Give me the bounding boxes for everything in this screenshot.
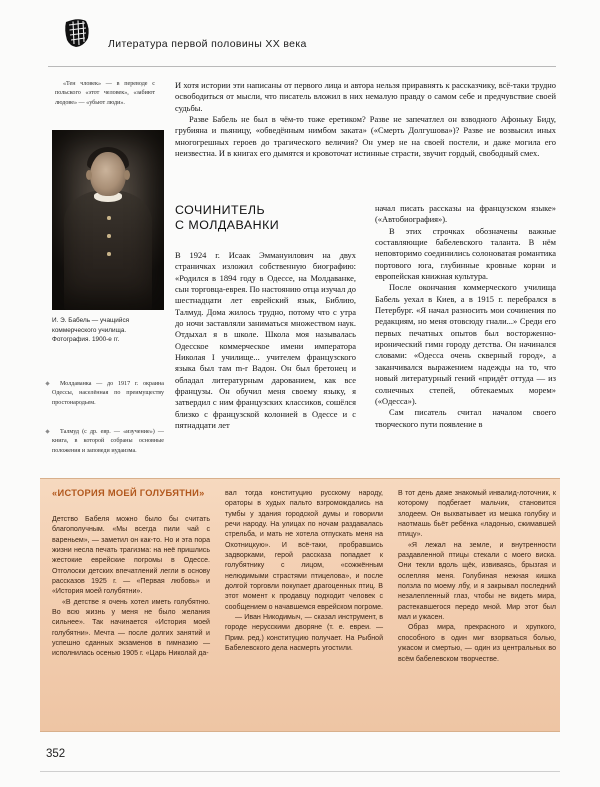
intro-paragraph: И хотя истории эти написаны от первого лица и автора нельзя приравнять к рассказчику, всё-таки трудно освободиться от мысли, что писатель вложил в них немалую правду о самом себе и предчувствие своей судьбы. <box>175 80 556 113</box>
note-bullet-icon <box>45 381 49 385</box>
body-paragraph: После окончания коммерческого училища Бабель уехал в Киев, а в 1915 г. перебрался в Петербург. «Я начал разносить мои сочинения по редакциям, но меня отовсюду гнали...» Среди его первых печатных опытов был восторженно-иронический гимн городу детства. Он начинался словами: «Одесса очень скверный город», а заканчивался выражением надежды на то, что новый литературный гений «придёт оттуда — из солнечных степей, обтекаемых морем» («Одесса»). <box>375 282 556 406</box>
highlight-box-column-3 <box>398 489 556 665</box>
body-paragraph: В этих строчках обозначены важные составляющие бабелевского таланта. В нём неповторимо соединились солоноватая романтика портового юга, глубинные кровные корни и европейская книжная культура. <box>375 225 556 282</box>
margin-note-ten-chlovek: «Тен чловек» — в переводе с польского «этот человек», «забиют людове» — «убьют люди». <box>55 81 155 106</box>
margin-note-moldavanka-text: Молдаванка — до 1917 г. окраина Одессы, населённая по преимуществу простонародьем. <box>52 381 164 406</box>
highlight-box-paragraph: Образ мира, прекрасного и хрупкого, способного в один миг взорваться болью, ужасом и смертью, — один из центральных во всём бабелевском творчестве. <box>398 624 556 663</box>
highlight-box-title: «ИСТОРИЯ МОЕЙ ГОЛУБЯТНИ» <box>52 488 205 498</box>
body-paragraph: Сам писатель считал началом своего творческого пути появление в <box>375 407 556 429</box>
highlight-box-paragraph: «В детстве я очень хотел иметь голубятню. Во всю жизнь у меня не было желания сильнее». Так начинается «История моей голубятни». Мечта — после долгих занятий и успешно сданных экзаменов в гимназию — исполнилась осенью 1905 г. «Царь Николай да- <box>52 598 210 658</box>
highlight-box-paragraph: — Иван Никодимыч, — сказал инструмент, в городе нерусскими дворяне (т. е. евреи. — Прим. ред.) конституцию получает. На Рыбной Бабелевского дела насмерть угостили. <box>225 614 383 653</box>
section-heading-line-1: СОЧИНИТЕЛЬ <box>175 203 266 217</box>
section-heading-line-2: С МОЛДАВАНКИ <box>175 217 280 232</box>
footer-divider <box>40 771 560 772</box>
intro-paragraph: Разве Бабель не был в чём-то тоже еретиком? Разве не запечатлел он взводного Афоньку Биду, грубияна и пьяницу, «обведённым нимбом заката» («Смерть Долгушова»)? Разве не возвысил иных многогрешных героев до трагического величия? Он умер не на своей постели, и даже могила его неизвестна. И в книгах его дымятся и кровоточат истинные страсти, звучит гордый, свободный смех. <box>175 114 556 159</box>
photo-caption: И. Э. Бабель — учащийся коммерческого училища. Фотография. 1900-е гг. <box>52 317 130 344</box>
page-header <box>0 0 600 66</box>
note-bullet-icon <box>45 429 49 433</box>
highlight-box-paragraph: Детство Бабеля можно было бы считать благополучным. «Мы всегда пили чай с вареньем», — заметил он как-то. Но и эта пора жизни несла печать трагизма: на неё пришлись жестокие еврейские погромы в Одессе. Отголоски детских впечатлений легли в основу рассказов 1925 г. — «Первая любовь» и «История моей голубятни». <box>52 516 210 596</box>
margin-note-moldavanka <box>52 380 164 408</box>
body-column-right <box>375 203 556 430</box>
section-heading <box>175 203 355 232</box>
page-number: 352 <box>46 748 66 760</box>
highlight-box-inner <box>40 479 560 731</box>
margin-note-talmud <box>52 428 164 456</box>
highlight-box-column-1 <box>52 515 210 660</box>
margin-note-talmud-text: Талмуд (с др. евр. — «изучение») — книга, в которой собраны основные положения и заповеди иудаизма. <box>52 429 164 454</box>
highlight-box-column-2 <box>225 489 383 655</box>
highlight-box-paragraph: вал тогда конституцию русскому народу, ораторы в худых пальто взгромождались на тумбы у здания городской думы и говорили речи народу. На улицах по ночам раздавалась стрельба, и мать не хотела отпускать меня на Охотницкую». И всё-таки, пробравшись задворками, герой рассказа попадает к голубятнику с лицом, «сожжённым нелюдимыми страстями птицелова», и после долгой торговли покупает драгоценных птиц. В этот момент к продавцу подходит человек с сообщением о начавшемся еврейском погроме. <box>225 490 383 611</box>
intro-text-block <box>175 80 556 159</box>
highlight-box <box>40 478 560 732</box>
running-title: Литература первой половины XX века <box>108 38 307 50</box>
book-emblem-icon <box>62 16 92 48</box>
highlight-box-paragraph: «Я лежал на земле, и внутренности раздавленной птицы стекали с моего виска. Они текли вдоль щёк, извиваясь, брызгая и ослепляя меня. Голубиная нежная кишка ползла по моему лбу, и я закрывал последний незалепленный глаз, чтобы не видеть мира, растекавшегося передо мной. Мир этот был мал и ужасен. <box>398 541 556 622</box>
body-column-left <box>175 250 356 432</box>
portrait-photograph-babel <box>52 130 164 310</box>
header-divider <box>48 66 556 67</box>
highlight-box-paragraph: В тот день даже знакомый инвалид-лоточник, к которому подбегает мальчик, становится злодеем. Он выхватывает из мешка голубку и наотмашь бьёт ребёнка «ладонью, сжимавшей птицу». <box>398 490 556 539</box>
photo-vignette <box>52 130 164 310</box>
body-paragraph: начал писать рассказы на французском языке» («Автобиография»). <box>375 203 556 225</box>
body-paragraph: В 1924 г. Исаак Эммануилович на двух страничках изложил собственную биографию: «Родился в 1894 году в Одессе, на Молдаванке, сын торговца-еврея. По настоянию отца изучал до шестнадцати лет еврейский язык, Библию, Талмуд. Дома жилось трудно, потому что с утра до ночи заставляли заниматься множеством наук. Отдыхал я в школе. Школа моя называлась Одесское коммерческое имени императора Николая I училище... учителем французского языка был там m-r Вадон. Он был бретонец и обладал литературным дарованием, как все французы. Он обучил меня своему языку, я затвердил с ним французских классиков, сошёлся близко с французской колонией в Одессе и с пятнадцати лет <box>175 250 356 431</box>
